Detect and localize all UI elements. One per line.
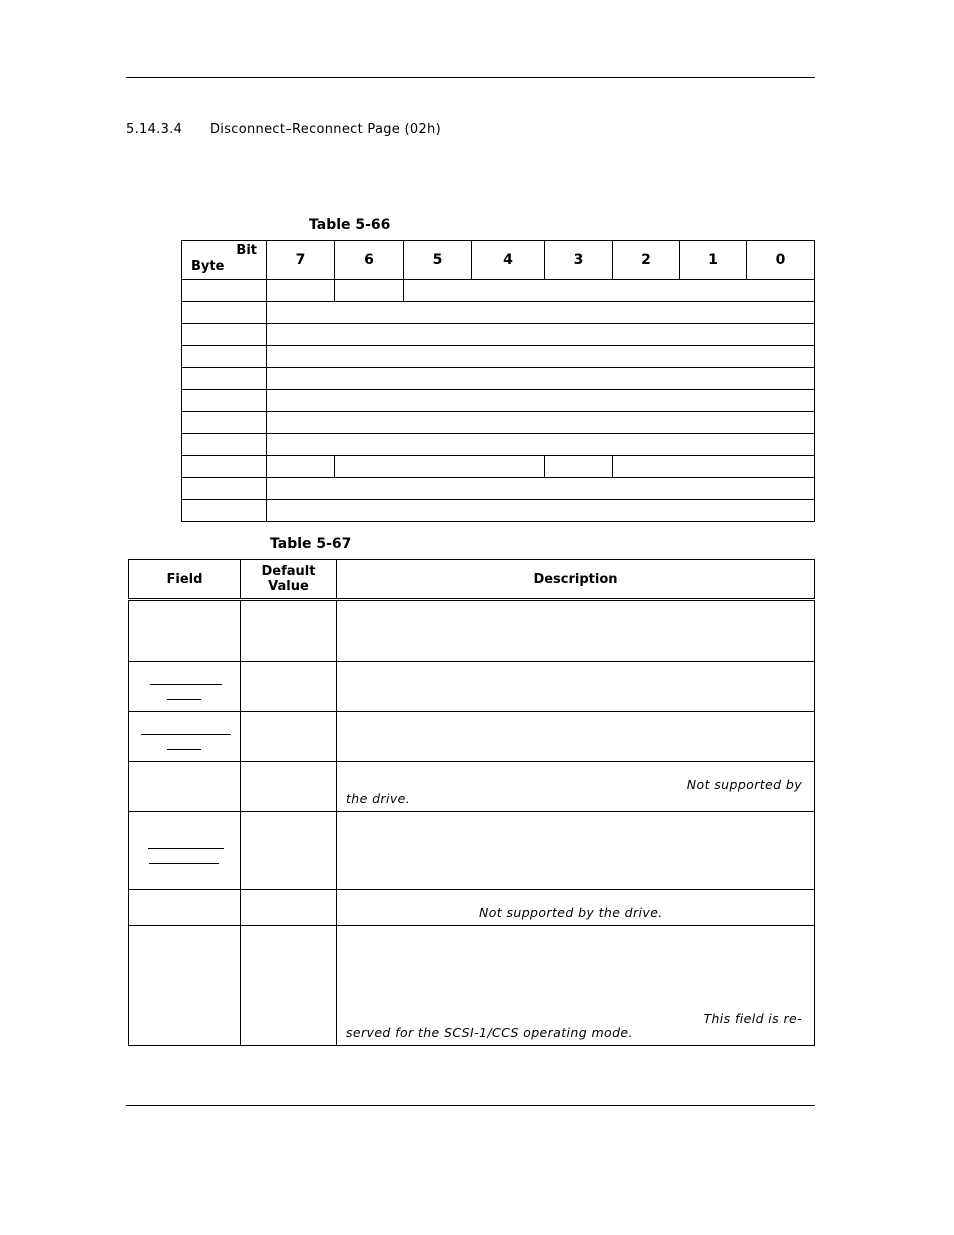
field-cell [267,478,815,500]
field-header: Field [129,560,241,600]
field-cell [267,500,815,522]
footer-rule [126,1105,815,1106]
field-name-underline [149,863,219,864]
field-cell [129,762,241,812]
field-name-underline [141,734,231,735]
field-cell [129,890,241,926]
default-cell [241,890,337,926]
table-row [182,434,815,456]
table-row [182,346,815,368]
table-row [182,390,815,412]
bit-2-header: 2 [613,241,680,280]
bit-cell [545,456,613,478]
table-row [129,926,815,1046]
bit-7-header: 7 [267,241,335,280]
byte-cell [182,368,267,390]
description-cell [337,712,815,762]
default-cell [241,762,337,812]
bit-0-header: 0 [747,241,815,280]
table-67-caption: Table 5-67 [270,536,352,552]
byte-cell [182,302,267,324]
field-cell [613,456,815,478]
bit-cell [335,280,404,302]
description-cell [337,662,815,712]
bit-1-header: 1 [680,241,747,280]
description-header: Description [337,560,815,600]
field-cell [267,324,815,346]
description-text: This field is re- [703,1011,802,1026]
byte-cell [182,390,267,412]
description-header-row [129,560,815,600]
table-row [182,368,815,390]
default-cell [241,812,337,890]
byte-cell [182,346,267,368]
byte-label: Byte [191,259,225,274]
table-row [182,412,815,434]
field-name-underline [167,699,201,700]
table-66-caption: Table 5-66 [309,217,391,233]
bit-5-header: 5 [404,241,472,280]
bit-byte-corner [182,241,267,280]
bit-cell [267,456,335,478]
description-cell [337,926,815,1046]
field-cell [404,280,815,302]
byte-cell [182,456,267,478]
default-value-header [241,560,337,600]
bit-6-header: 6 [335,241,404,280]
byte-cell [182,478,267,500]
description-text: the drive. [346,791,411,806]
field-cell [267,368,815,390]
field-cell [267,434,815,456]
field-cell [129,812,241,890]
section-heading [126,122,441,137]
bit-label: Bit [236,243,257,258]
table-row [182,478,815,500]
default-cell [241,662,337,712]
bit-3-header: 3 [545,241,613,280]
description-text: Not supported by the drive. [479,905,663,920]
field-cell [267,390,815,412]
description-cell [337,812,815,890]
table-row [129,762,815,812]
field-cell [129,712,241,762]
field-cell [335,456,545,478]
description-cell [337,762,815,812]
description-text: Not supported by [686,777,802,792]
table-row [129,662,815,712]
default-cell [241,600,337,662]
default-header-line2: Value [268,579,309,594]
description-text: served for the SCSI-1/CCS operating mode. [346,1025,633,1040]
table-row [129,600,815,662]
byte-cell [182,280,267,302]
field-description-table [128,559,815,1046]
field-cell [267,302,815,324]
table-row [129,712,815,762]
field-cell [267,412,815,434]
field-cell [267,346,815,368]
section-number: 5.14.3.4 [126,122,183,137]
table-row [182,500,815,522]
table-row [129,812,815,890]
bit-header-row [182,241,815,280]
description-cell [337,600,815,662]
default-cell [241,712,337,762]
field-name-underline [150,684,222,685]
table-row [182,324,815,346]
mode-page-format-table [181,240,815,522]
default-header-line1: Default [261,564,316,579]
byte-cell [182,500,267,522]
table-row [182,280,815,302]
field-cell [129,926,241,1046]
byte-cell [182,412,267,434]
byte-cell [182,434,267,456]
field-cell [129,662,241,712]
field-cell [129,600,241,662]
header-rule [126,77,815,78]
field-name-underline [148,848,224,849]
table-row [129,890,815,926]
section-title: Disconnect–Reconnect Page (02h) [210,122,441,137]
bit-4-header: 4 [472,241,545,280]
table-row [182,456,815,478]
description-cell [337,890,815,926]
table-row [182,302,815,324]
field-name-underline [167,749,201,750]
bit-cell [267,280,335,302]
default-cell [241,926,337,1046]
byte-cell [182,324,267,346]
